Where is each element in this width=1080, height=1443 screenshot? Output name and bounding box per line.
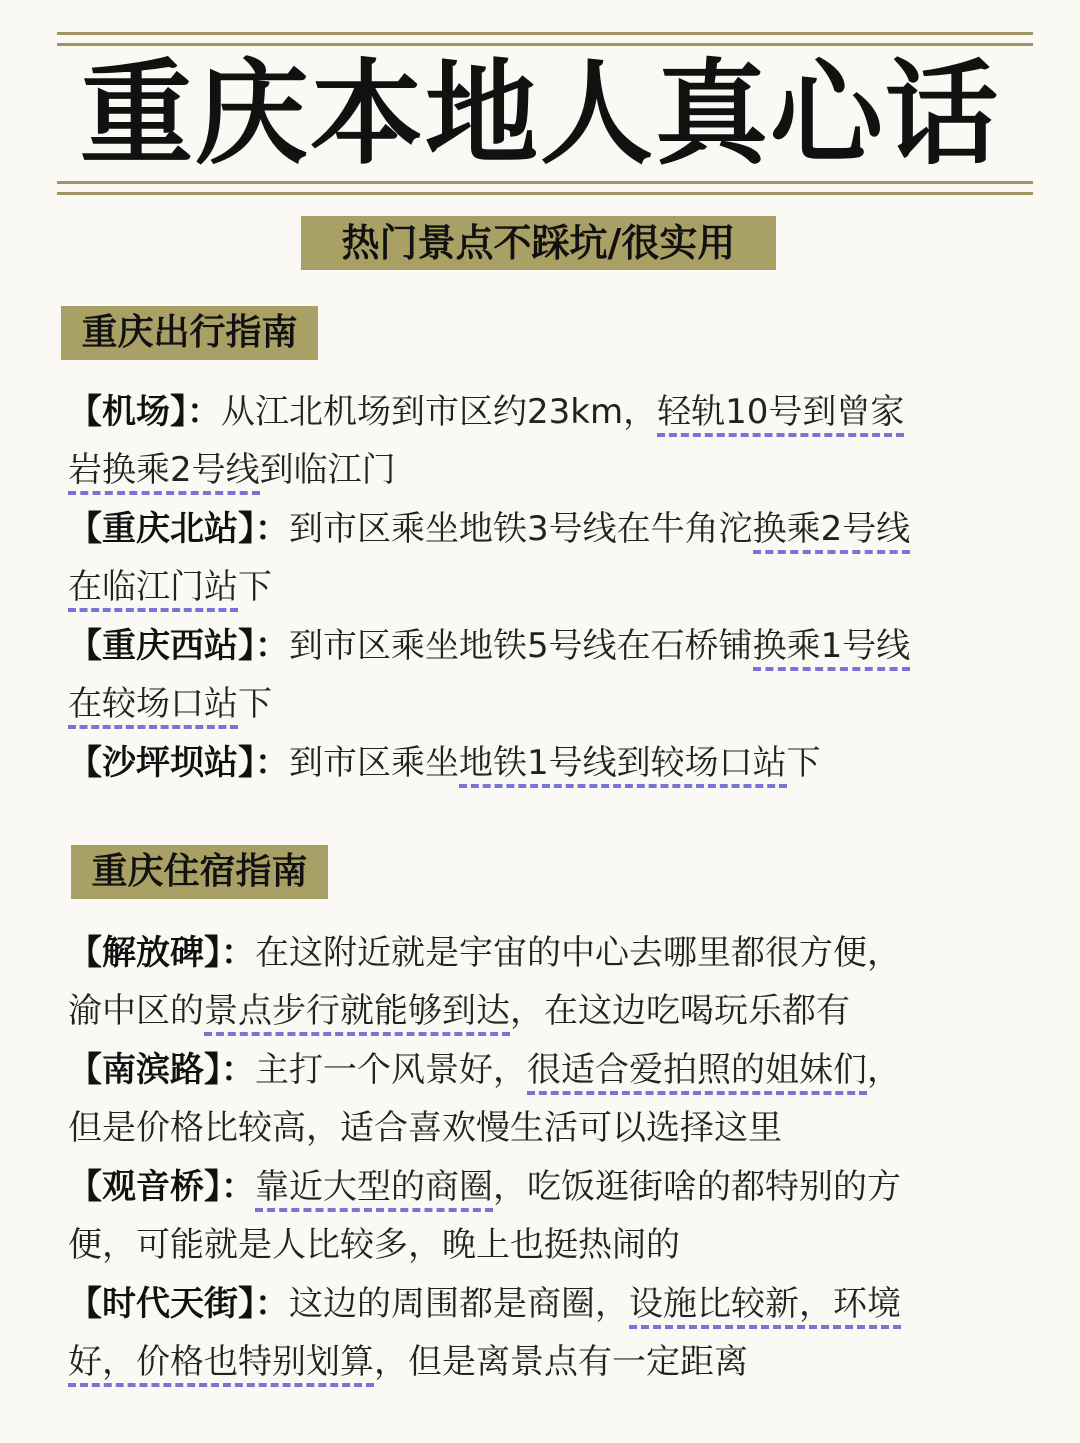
entry-text: 便，可能就是人比较多，晚上也挺热闹的 bbox=[68, 1225, 680, 1265]
top-double-rule-upper bbox=[57, 32, 1033, 35]
entry-text: 下 bbox=[238, 684, 272, 724]
entry-underlined-text: 靠近大型的商圈 bbox=[255, 1167, 493, 1212]
entry-text: 渝中区的 bbox=[68, 991, 204, 1031]
entry-guanyinqiao bbox=[68, 1158, 1043, 1274]
entry-text: 下 bbox=[786, 743, 821, 783]
entry-underlined-text: 设施比较新，环境 bbox=[629, 1284, 901, 1329]
entry-text: 到市区乘坐地铁3号线在牛角沱 bbox=[289, 509, 753, 549]
entry-underlined-text: 在临江门站 bbox=[68, 567, 238, 612]
entry-label: 【重庆西站】： bbox=[68, 626, 289, 666]
entry-chongqing-north-station bbox=[68, 500, 1043, 616]
entry-label: 【南滨路】： bbox=[68, 1050, 255, 1090]
entry-underlined-text: 好，价格也特别划算 bbox=[68, 1342, 374, 1387]
entry-airport bbox=[68, 383, 1043, 499]
top-double-rule-lower bbox=[57, 43, 1033, 46]
entry-underlined-text: 地铁1号线到较场口站 bbox=[459, 743, 787, 788]
entry-label: 【沙坪坝站】： bbox=[68, 743, 289, 783]
entry-text: 但是价格比较高，适合喜欢慢生活可以选择这里 bbox=[68, 1108, 782, 1148]
entry-text: ， bbox=[867, 1050, 901, 1090]
entry-label: 【解放碑】： bbox=[68, 933, 255, 973]
entry-text: 主打一个风景好， bbox=[255, 1050, 527, 1090]
entry-jiefangbei bbox=[68, 924, 1043, 1040]
section-heading-transport: 重庆出行指南 bbox=[61, 306, 318, 360]
entry-label: 【机场】： bbox=[68, 392, 221, 432]
section-heading-accommodation: 重庆住宿指南 bbox=[71, 845, 328, 899]
entry-text: 从江北机场到市区约23km， bbox=[221, 392, 658, 432]
entry-underlined-text: 岩换乘2号线 bbox=[68, 450, 260, 495]
entry-underlined-text: 在较场口站 bbox=[68, 684, 238, 729]
entry-times-paradise-walk bbox=[68, 1275, 1043, 1391]
entry-text: 下 bbox=[238, 567, 272, 607]
entry-underlined-text: 换乘2号线 bbox=[753, 509, 911, 554]
entry-text: 到市区乘坐 bbox=[289, 743, 459, 783]
page-title: 重庆本地人真心话 bbox=[80, 48, 1000, 180]
subtitle-banner: 热门景点不踩坑/很实用 bbox=[301, 216, 776, 270]
entry-text: 到市区乘坐地铁5号线在石桥铺 bbox=[289, 626, 753, 666]
entry-underlined-text: 景点步行就能够到达 bbox=[204, 991, 510, 1036]
bottom-double-rule-lower bbox=[57, 192, 1033, 195]
entry-underlined-text: 轻轨10号到曾家 bbox=[657, 392, 904, 437]
entry-text: 到临江门 bbox=[259, 450, 396, 490]
entry-label: 【重庆北站】： bbox=[68, 509, 289, 549]
entry-chongqing-west-station bbox=[68, 617, 1043, 733]
entry-text: ，在这边吃喝玩乐都有 bbox=[510, 991, 850, 1031]
entry-text: ，但是离景点有一定距离 bbox=[374, 1342, 748, 1382]
entry-label: 【观音桥】： bbox=[68, 1167, 255, 1207]
entry-shapingba-station bbox=[68, 734, 1043, 792]
bottom-double-rule-upper bbox=[57, 181, 1033, 184]
entry-text: 这边的周围都是商圈， bbox=[289, 1284, 629, 1324]
entry-text: ，吃饭逛街啥的都特别的方 bbox=[493, 1167, 901, 1207]
entry-underlined-text: 换乘1号线 bbox=[753, 626, 911, 671]
entry-label: 【时代天街】： bbox=[68, 1284, 289, 1324]
entry-underlined-text: 很适合爱拍照的姐妹们 bbox=[527, 1050, 867, 1095]
entry-nanbin-road bbox=[68, 1041, 1043, 1157]
entry-text: 在这附近就是宇宙的中心去哪里都很方便， bbox=[255, 933, 901, 973]
